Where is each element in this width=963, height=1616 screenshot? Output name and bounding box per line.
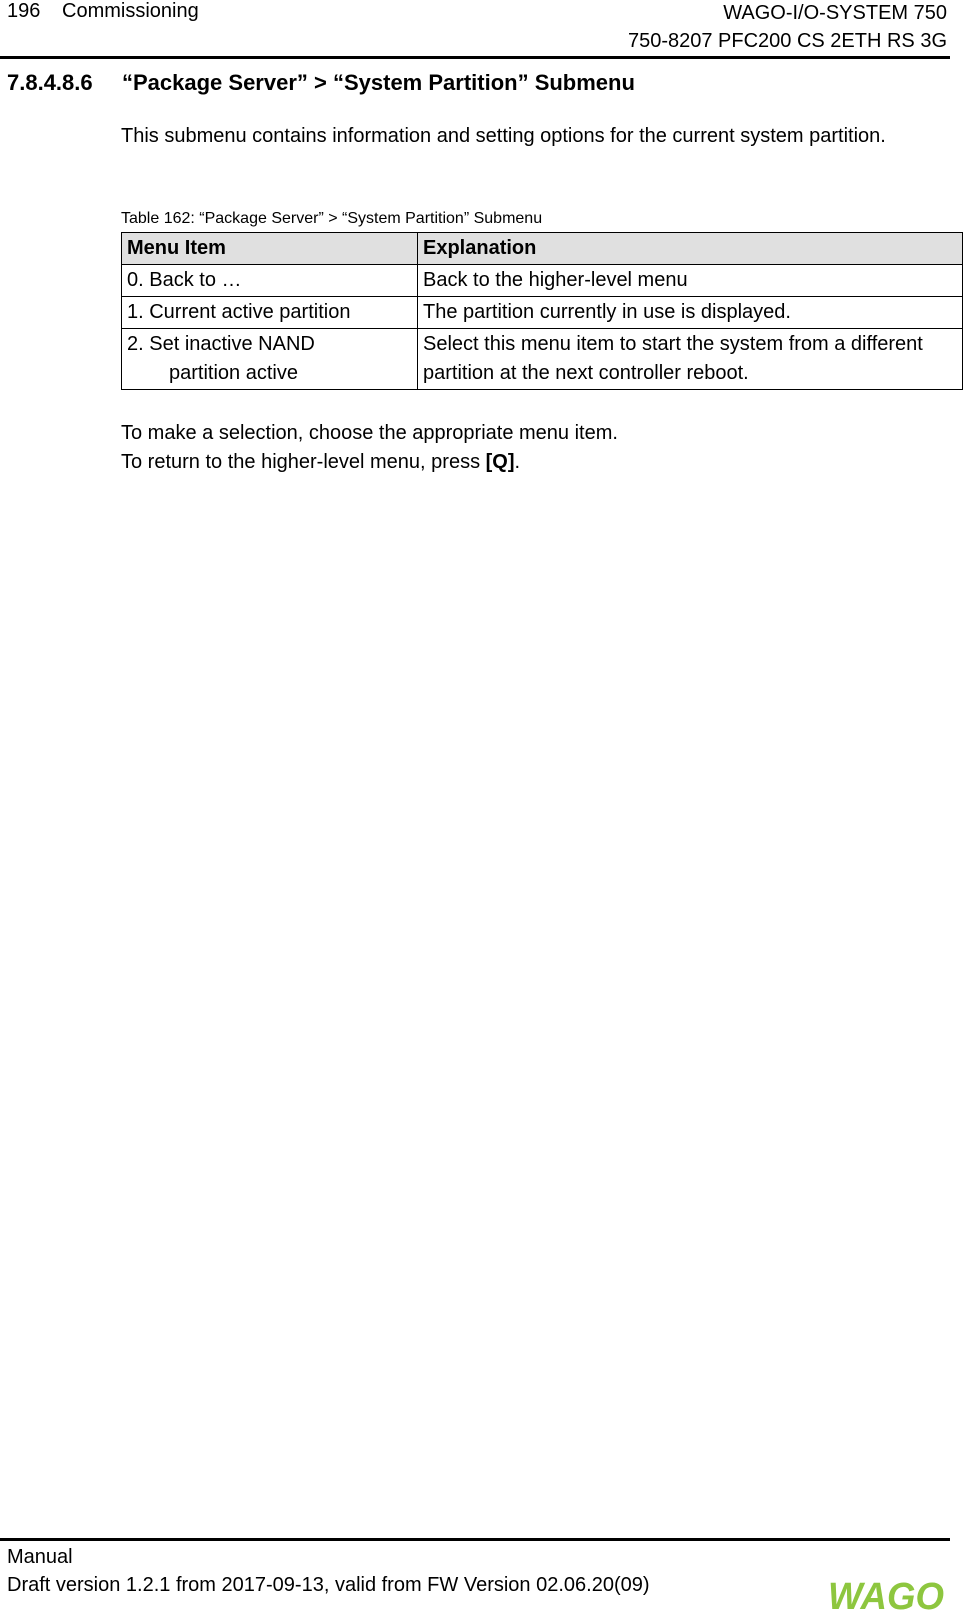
menu-item-cell: 1. Current active partition xyxy=(122,297,418,329)
running-header-left xyxy=(7,0,199,23)
doc-type: Manual xyxy=(7,1546,73,1568)
table-row xyxy=(122,265,963,297)
table-row xyxy=(122,297,963,329)
product-line: WAGO-I/O-SYSTEM 750 xyxy=(723,2,947,24)
menu-item-cell xyxy=(122,329,418,390)
section-number: 7.8.4.8.6 xyxy=(7,70,93,95)
footer-rule xyxy=(0,1538,950,1541)
intro-paragraph: This submenu contains information and setting options for the current system partition. xyxy=(121,125,886,147)
instruction-line-1: To make a selection, choose the appropriate menu item. xyxy=(121,422,618,444)
instructions xyxy=(121,419,618,477)
table-header-row xyxy=(122,233,963,265)
menu-item-cell: 0. Back to … xyxy=(122,265,418,297)
wago-logo-text: WAGO xyxy=(828,1578,944,1614)
explanation-cell: The partition currently in use is displayed. xyxy=(418,297,963,329)
instruction-end: . xyxy=(514,451,521,473)
table-row xyxy=(122,329,963,390)
explanation-cell: Select this menu item to start the system from a different partition at the next controller reboot. xyxy=(418,329,963,390)
section-heading xyxy=(7,69,635,97)
header-menu-item: Menu Item xyxy=(122,233,418,265)
table-caption: Table 162: “Package Server” > “System Partition” Submenu xyxy=(121,210,543,227)
menu-item-continuation: partition active xyxy=(169,362,298,384)
page-number: 196 xyxy=(7,0,41,22)
section-title: “Package Server” > “System Partition” Submenu xyxy=(122,70,635,95)
key-q: [Q] xyxy=(485,451,515,473)
submenu-table xyxy=(121,232,963,390)
instruction-line-2 xyxy=(121,448,618,477)
header-rule xyxy=(0,56,950,59)
header-explanation: Explanation xyxy=(418,233,963,265)
chapter-name: Commissioning xyxy=(62,0,199,22)
instruction-text: To return to the higher-level menu, press xyxy=(121,451,486,473)
explanation-cell: Back to the higher-level menu xyxy=(418,265,963,297)
wago-logo xyxy=(826,1578,946,1614)
footer xyxy=(7,1543,650,1599)
product-model: 750-8207 PFC200 CS 2ETH RS 3G xyxy=(627,30,947,52)
draft-info: Draft version 1.2.1 from 2017-09-13, valid from FW Version 02.06.20(09) xyxy=(7,1574,650,1596)
running-header-right xyxy=(628,0,947,55)
menu-item-line: 2. Set inactive NAND xyxy=(127,333,315,355)
